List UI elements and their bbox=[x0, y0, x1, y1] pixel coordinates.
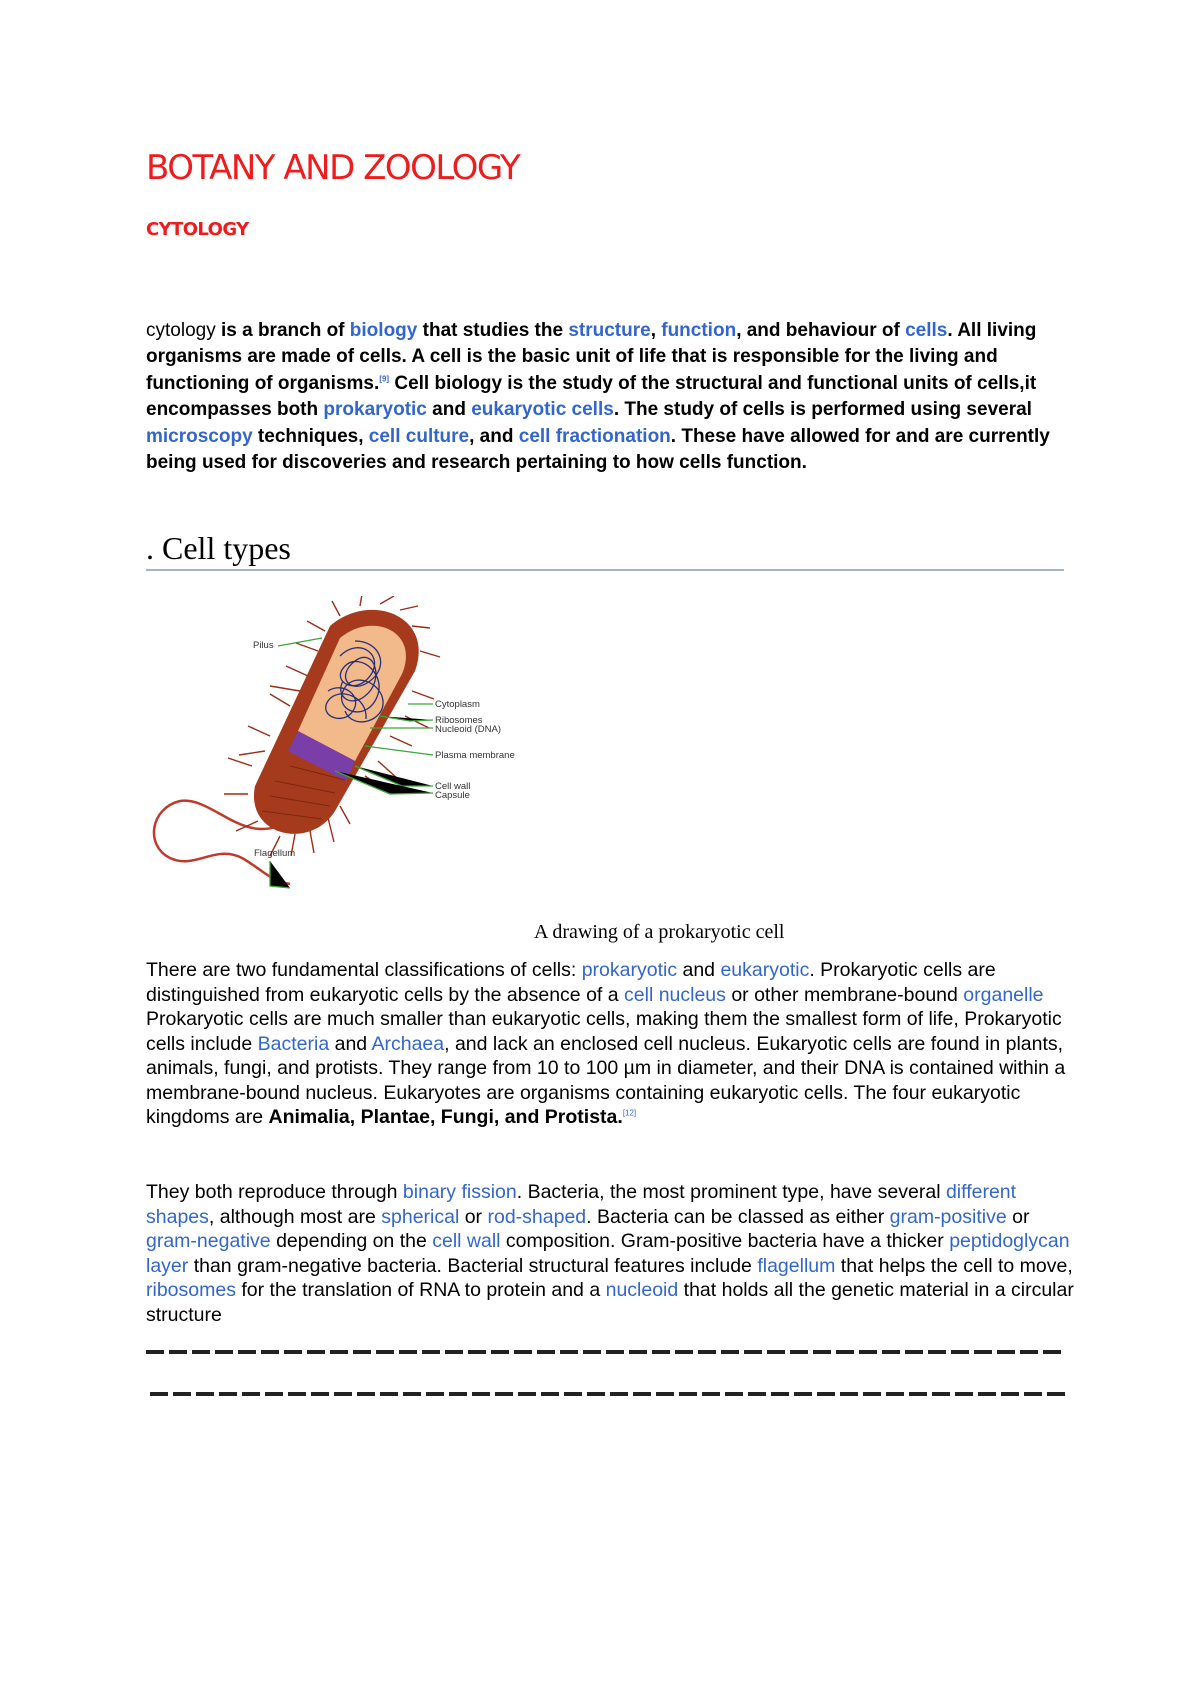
intro-text: , and behaviour of bbox=[736, 320, 906, 341]
link-flagellum[interactable]: flagellum bbox=[757, 1254, 836, 1277]
citation-ref[interactable]: [9] bbox=[379, 374, 390, 384]
section-heading-cell-types: . Cell types bbox=[146, 530, 1064, 571]
intro-text: Cell biology is the study of the structural and functional units of cells,it encompasses both bbox=[146, 372, 1037, 421]
link-cell-fractionation[interactable]: cell fractionation bbox=[518, 425, 671, 447]
dashed-divider bbox=[146, 1350, 1066, 1354]
para-text: and bbox=[677, 959, 721, 981]
label-pilus: Pilus bbox=[253, 640, 274, 651]
link-prokaryotic[interactable]: prokaryotic bbox=[581, 959, 678, 981]
link-cells[interactable]: cells bbox=[905, 320, 948, 341]
intro-text: . All living organisms are made of cells. A cell is the basic unit of life that is responsible for the living and functioning of organisms. bbox=[146, 320, 1037, 394]
prokaryotic-cell-illustration bbox=[150, 596, 540, 896]
para-text: composition. Gram-positive bacteria have a thicker bbox=[500, 1230, 950, 1252]
link-bacteria[interactable]: Bacteria bbox=[257, 1032, 330, 1055]
page-title: BOTANY AND ZOOLOGY bbox=[146, 148, 520, 188]
link-function[interactable]: function bbox=[661, 320, 737, 341]
para-text: Prokaryotic cells are much smaller than eukaryotic cells, making them the smallest form of life, Prokaryotic cells include bbox=[146, 1008, 1062, 1055]
label-capsule: Capsule bbox=[435, 790, 470, 801]
section-subtitle: CYTOLOGY bbox=[146, 219, 249, 240]
link-different-shapes[interactable]: different shapes bbox=[146, 1181, 1017, 1228]
figure-caption: A drawing of a prokaryotic cell bbox=[534, 921, 785, 943]
para-text: or other membrane-bound bbox=[725, 983, 964, 1006]
intro-text: . These have allowed for and are currently being used for discoveries and research pertaining to how cells function. bbox=[146, 425, 1050, 474]
para-text: or bbox=[459, 1205, 488, 1228]
intro-text: techniques, bbox=[252, 425, 369, 447]
intro-text: . The study of cells is performed using several bbox=[613, 399, 1032, 421]
link-biology[interactable]: biology bbox=[349, 320, 418, 341]
intro-text: that studies the bbox=[417, 320, 569, 341]
para-text: for the translation of RNA to protein and a bbox=[235, 1279, 606, 1301]
label-cell-wall: Cell wall bbox=[435, 781, 471, 792]
intro-paragraph bbox=[146, 318, 1071, 476]
para-text: . Prokaryotic cells are distinguished from eukaryotic cells by the absence of a bbox=[146, 959, 996, 1006]
link-cell-wall[interactable]: cell wall bbox=[432, 1230, 501, 1252]
link-binary-fission[interactable]: binary fission bbox=[402, 1181, 517, 1203]
label-plasma-membrane: Plasma membrane bbox=[435, 750, 515, 761]
label-nucleoid: Nucleoid (DNA) bbox=[435, 724, 501, 735]
link-cell-nucleus[interactable]: cell nucleus bbox=[624, 983, 726, 1006]
para-text: and bbox=[329, 1032, 372, 1055]
link-cell-culture[interactable]: cell culture bbox=[368, 425, 470, 447]
para-text: or bbox=[1006, 1205, 1030, 1228]
link-ribosomes[interactable]: ribosomes bbox=[146, 1279, 236, 1301]
link-spherical[interactable]: spherical bbox=[381, 1205, 460, 1228]
intro-text: is a branch of bbox=[215, 320, 350, 341]
kingdoms-bold: Animalia, Plantae, Fungi, and Protista. bbox=[268, 1106, 623, 1128]
label-flagellum: Flagellum bbox=[254, 848, 296, 859]
para-text: depending on the bbox=[270, 1230, 433, 1252]
intro-text: and bbox=[426, 399, 472, 421]
para-text: that holds all the genetic material in a circular structure bbox=[146, 1279, 1074, 1326]
link-prokaryotic[interactable]: prokaryotic bbox=[323, 399, 427, 421]
para-text: . Bacteria can be classed as either bbox=[586, 1205, 890, 1228]
citation-ref[interactable]: [12] bbox=[622, 1108, 637, 1118]
para-text: , although most are bbox=[208, 1205, 382, 1228]
label-cytoplasm: Cytoplasm bbox=[435, 699, 480, 710]
link-gram-negative[interactable]: gram-negative bbox=[146, 1230, 271, 1252]
link-structure[interactable]: structure bbox=[568, 320, 651, 341]
link-gram-positive[interactable]: gram-positive bbox=[889, 1205, 1007, 1228]
link-microscopy[interactable]: microscopy bbox=[146, 425, 253, 447]
link-organelle[interactable]: organelle bbox=[963, 983, 1044, 1006]
link-nucleoid[interactable]: nucleoid bbox=[605, 1279, 679, 1301]
link-archaea[interactable]: Archaea bbox=[371, 1032, 445, 1055]
intro-text: , bbox=[650, 320, 662, 341]
para-text: , and lack an enclosed cell nucleus. Eukaryotic cells are found in plants, animals, fungi, and protists. They range from 10 to 100 µm in diameter, and their DNA is contained within a membrane-bound nucleus. Eukaryotes are organisms containing eukaryotic cells. The four eukaryotic kingdoms are bbox=[146, 1032, 1066, 1128]
para-text: There are two fundamental classifications of cells: bbox=[146, 959, 582, 981]
link-rod-shaped[interactable]: rod-shaped bbox=[487, 1205, 587, 1228]
para-text: . Bacteria, the most prominent type, have several bbox=[516, 1181, 946, 1203]
link-eukaryotic-cells[interactable]: eukaryotic cells bbox=[471, 399, 614, 421]
intro-text: cytology bbox=[146, 320, 216, 341]
para-text: They both reproduce through bbox=[146, 1181, 403, 1203]
para-text: than gram-negative bacteria. Bacterial structural features include bbox=[188, 1254, 758, 1277]
cell-types-paragraph bbox=[146, 958, 1076, 1130]
link-eukaryotic[interactable]: eukaryotic bbox=[720, 959, 810, 981]
intro-text: , and bbox=[469, 425, 519, 447]
dashed-divider bbox=[150, 1392, 1070, 1396]
para-text: that helps the cell to move, bbox=[835, 1254, 1073, 1277]
link-peptidoglycan-layer[interactable]: peptidoglycan layer bbox=[146, 1230, 1070, 1277]
label-ribosomes: Ribosomes bbox=[435, 715, 483, 726]
bacteria-paragraph bbox=[146, 1180, 1076, 1327]
